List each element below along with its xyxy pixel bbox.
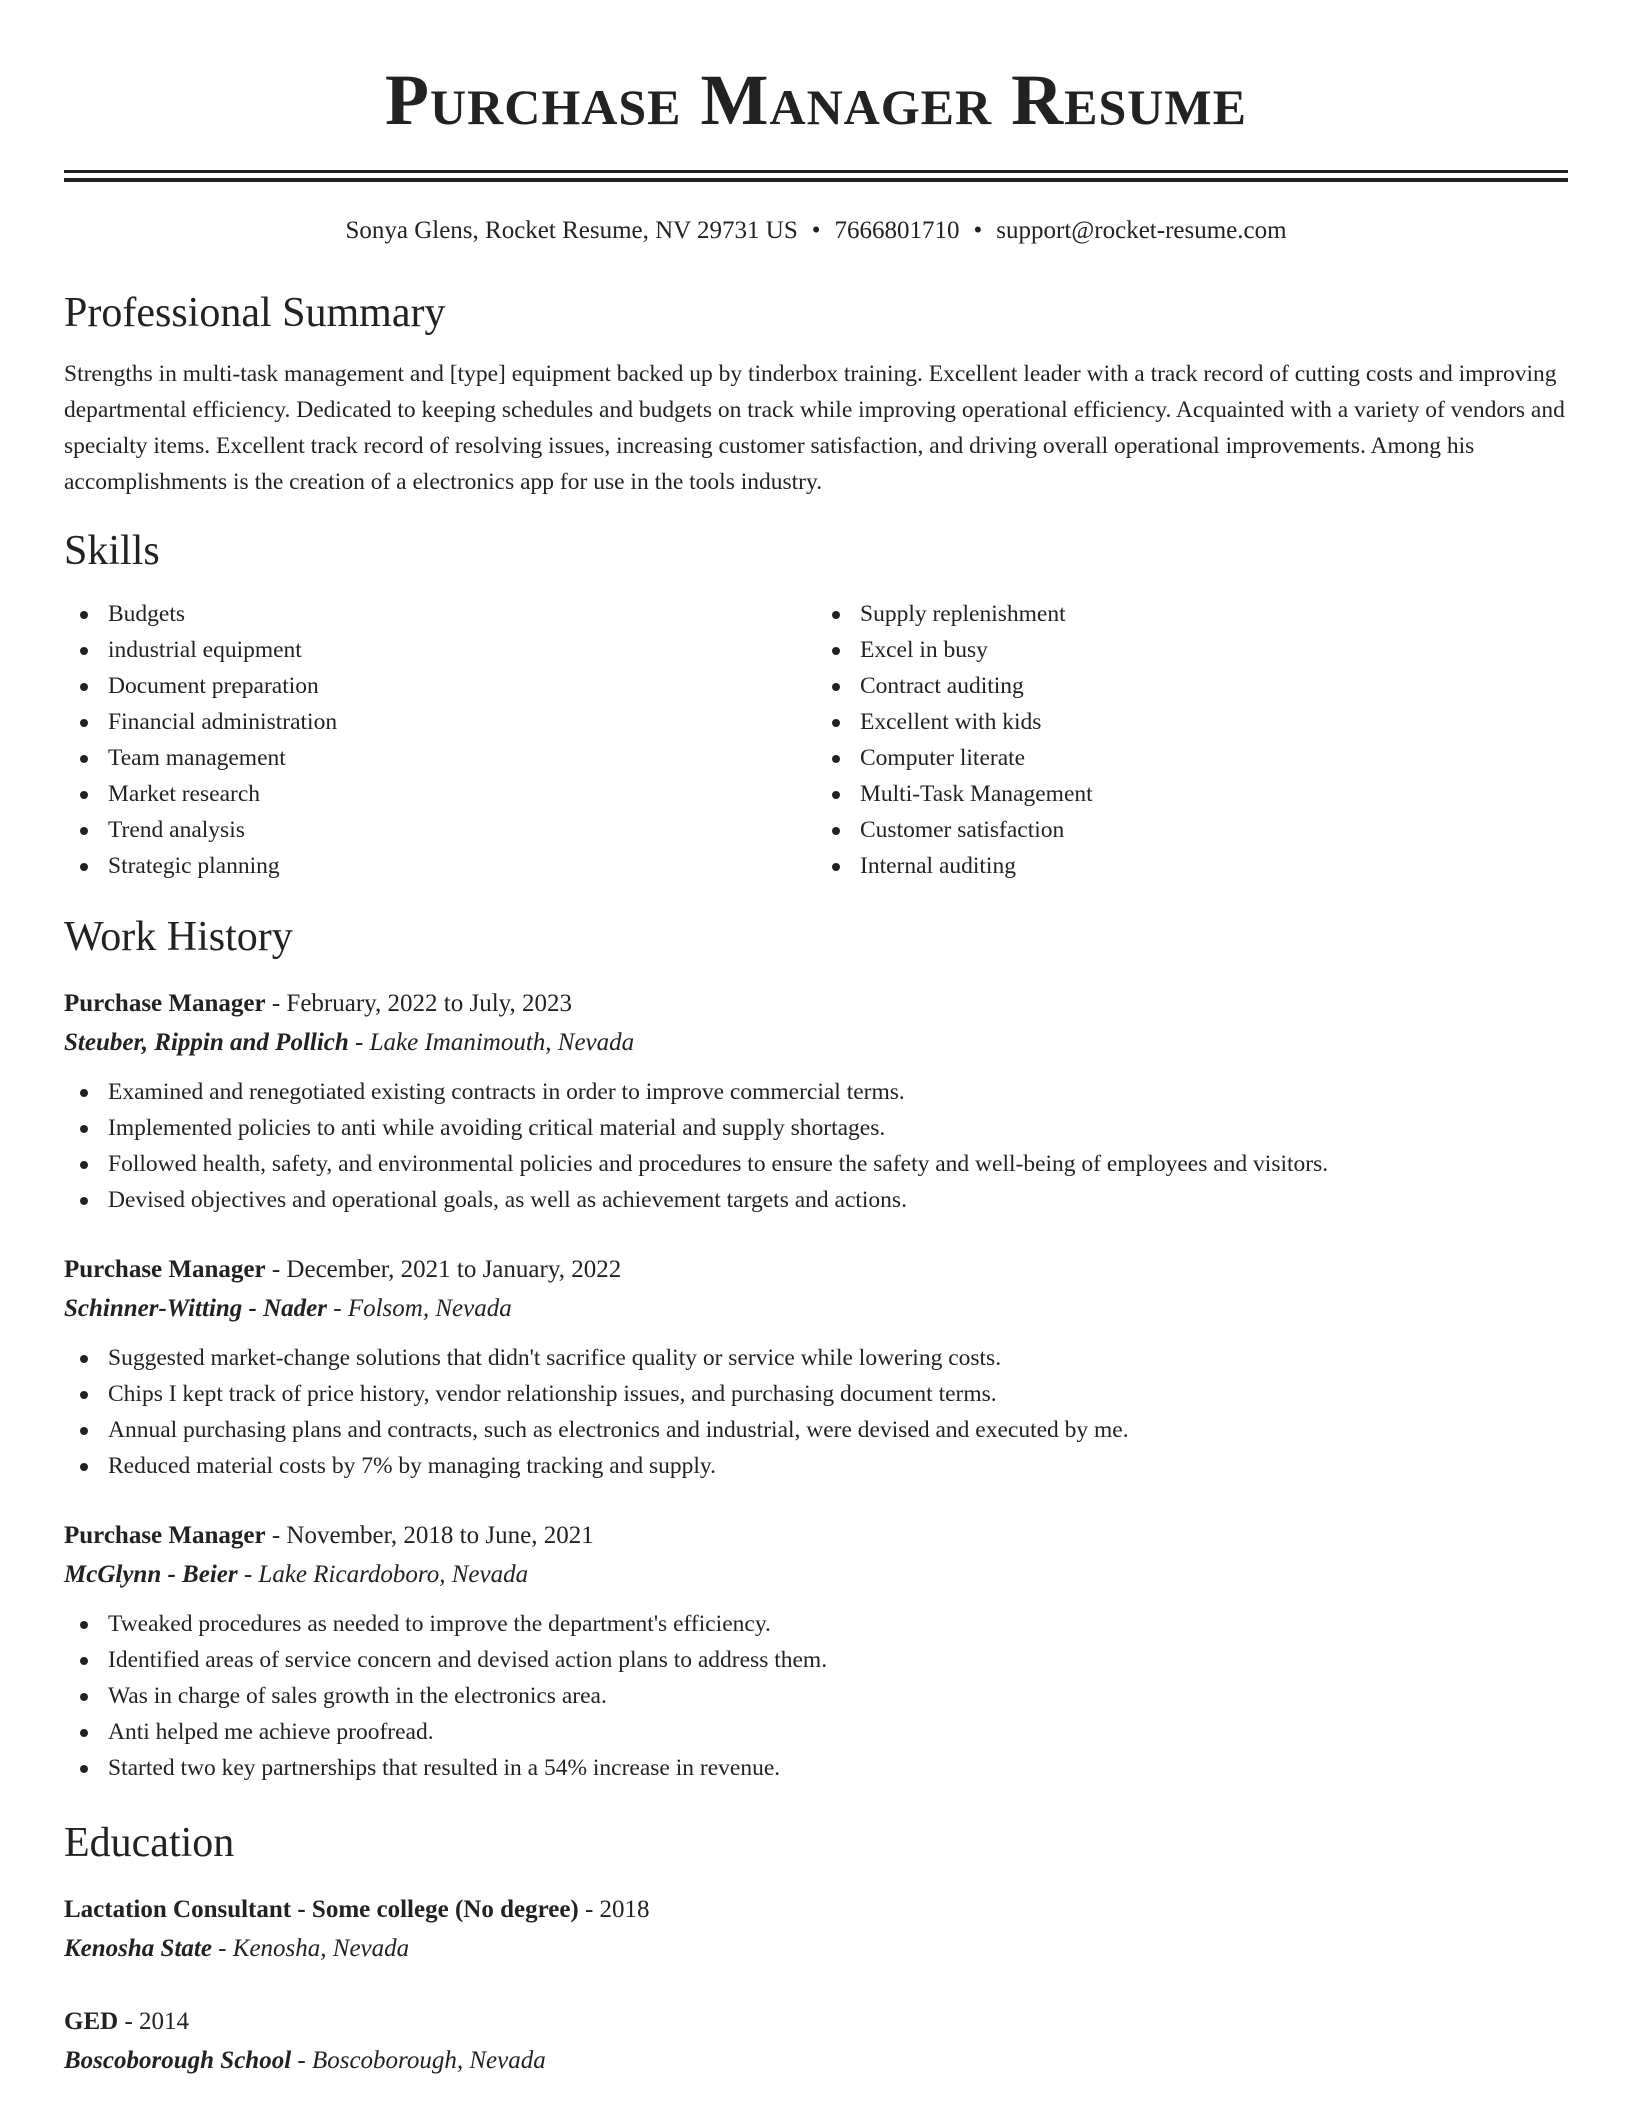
job-title-line — [64, 1250, 1568, 1290]
job-company-line — [64, 1556, 1568, 1594]
job-title-line — [64, 984, 1568, 1024]
job-bullet: Suggested market-change solutions that didn't sacrifice quality or service while lowering costs. — [64, 1340, 1568, 1376]
skill-item: Excel in busy — [816, 632, 1568, 668]
skills-heading: Skills — [64, 528, 160, 574]
education-entry — [64, 1890, 1568, 1968]
contact-phone: 7666801710 — [834, 217, 960, 244]
skill-item: Contract auditing — [816, 668, 1568, 704]
skill-item: Market research — [64, 776, 816, 812]
contact-line — [64, 216, 1568, 246]
job-bullet: Examined and renegotiated existing contracts in order to improve commercial terms. — [64, 1074, 1568, 1110]
job-bullets — [64, 1606, 1568, 1786]
job-bullet: Reduced material costs by 7% by managing tracking and supply. — [64, 1448, 1568, 1484]
skills-list-left — [64, 596, 816, 884]
job-bullet: Anti helped me achieve proofread. — [64, 1714, 1568, 1750]
job-company: Steuber, Rippin and Pollich — [64, 1029, 349, 1056]
job-bullet: Chips I kept track of price history, vendor relationship issues, and purchasing document terms. — [64, 1376, 1568, 1412]
job-bullets — [64, 1074, 1568, 1218]
skills-grid — [64, 596, 1568, 884]
job-entry — [64, 1250, 1568, 1484]
skill-item: Internal auditing — [816, 848, 1568, 884]
education-location: - Boscoborough, Nevada — [291, 2047, 546, 2074]
education-degree-line — [64, 2002, 1568, 2042]
job-location: - Lake Imanimouth, Nevada — [348, 1029, 635, 1056]
skill-item: Excellent with kids — [816, 704, 1568, 740]
job-company-line — [64, 1024, 1568, 1062]
skill-item: industrial equipment — [64, 632, 816, 668]
work-history-heading: Work History — [64, 914, 293, 960]
education-degree: Lactation Consultant - Some college (No degree) — [64, 1896, 579, 1923]
job-dates: - November, 2018 to June, 2021 — [265, 1522, 594, 1549]
contact-separator: • — [811, 217, 821, 244]
contact-address: Sonya Glens, Rocket Resume, NV 29731 US — [345, 217, 798, 244]
page-title: Purchase Manager Resume — [385, 60, 1247, 140]
skill-item: Team management — [64, 740, 816, 776]
job-bullet: Implemented policies to anti while avoiding critical material and supply shortages. — [64, 1110, 1568, 1146]
skill-item: Financial administration — [64, 704, 816, 740]
job-bullet: Identified areas of service concern and devised action plans to address them. — [64, 1642, 1568, 1678]
job-title: Purchase Manager — [64, 990, 266, 1017]
job-company-line — [64, 1290, 1568, 1328]
job-company: Schinner-Witting - Nader — [64, 1295, 328, 1322]
job-entry — [64, 1516, 1568, 1786]
job-location: - Folsom, Nevada — [327, 1295, 512, 1322]
job-dates: - February, 2022 to July, 2023 — [265, 990, 573, 1017]
job-bullet: Devised objectives and operational goals, as well as achievement targets and actions. — [64, 1182, 1568, 1218]
education-school: Kenosha State — [64, 1935, 212, 1962]
job-dates: - December, 2021 to January, 2022 — [265, 1256, 622, 1283]
job-bullet: Annual purchasing plans and contracts, such as electronics and industrial, were devised and executed by me. — [64, 1412, 1568, 1448]
education-school: Boscoborough School — [64, 2047, 292, 2074]
job-entry — [64, 984, 1568, 1218]
education-year: - 2018 — [578, 1896, 650, 1923]
education-school-line — [64, 2042, 1568, 2080]
education-location: - Kenosha, Nevada — [211, 1935, 410, 1962]
contact-email: support@rocket-resume.com — [996, 217, 1287, 244]
education-degree: GED — [64, 2008, 119, 2035]
title-divider — [64, 170, 1568, 182]
job-bullet: Started two key partnerships that resulted in a 54% increase in revenue. — [64, 1750, 1568, 1786]
job-company: McGlynn - Beier — [64, 1561, 238, 1588]
skill-item: Document preparation — [64, 668, 816, 704]
education-heading: Education — [64, 1820, 235, 1866]
skill-item: Supply replenishment — [816, 596, 1568, 632]
job-bullets — [64, 1340, 1568, 1484]
education-school-line — [64, 1930, 1568, 1968]
skill-item: Budgets — [64, 596, 816, 632]
summary-heading: Professional Summary — [64, 290, 446, 336]
summary-text: Strengths in multi-task management and [type] equipment backed up by tinderbox training. Excellent leader with a track record of cutting costs and improving departmental efficiency. Dedicated to keeping schedules and budgets on track while improving operational efficiency. Acquainted with a variety of vendors and specialty items. Excellent track record of resolving issues, increasing customer satisfaction, and driving overall operational improvements. Among his accomplishments is the creation of a electronics app for use in the tools industry. — [64, 361, 1565, 495]
job-title: Purchase Manager — [64, 1522, 266, 1549]
skill-item: Trend analysis — [64, 812, 816, 848]
contact-separator: • — [973, 217, 983, 244]
job-bullet: Was in charge of sales growth in the electronics area. — [64, 1678, 1568, 1714]
education-year: - 2014 — [118, 2008, 190, 2035]
skill-item: Strategic planning — [64, 848, 816, 884]
education-entry — [64, 2002, 1568, 2080]
skills-list-right — [816, 596, 1568, 884]
skill-item: Multi-Task Management — [816, 776, 1568, 812]
job-bullet: Followed health, safety, and environmental policies and procedures to ensure the safety and well-being of employees and visitors. — [64, 1146, 1568, 1182]
job-title-line — [64, 1516, 1568, 1556]
skill-item: Computer literate — [816, 740, 1568, 776]
job-title: Purchase Manager — [64, 1256, 266, 1283]
job-bullet: Tweaked procedures as needed to improve the department's efficiency. — [64, 1606, 1568, 1642]
job-location: - Lake Ricardoboro, Nevada — [237, 1561, 529, 1588]
education-degree-line — [64, 1890, 1568, 1930]
skill-item: Customer satisfaction — [816, 812, 1568, 848]
